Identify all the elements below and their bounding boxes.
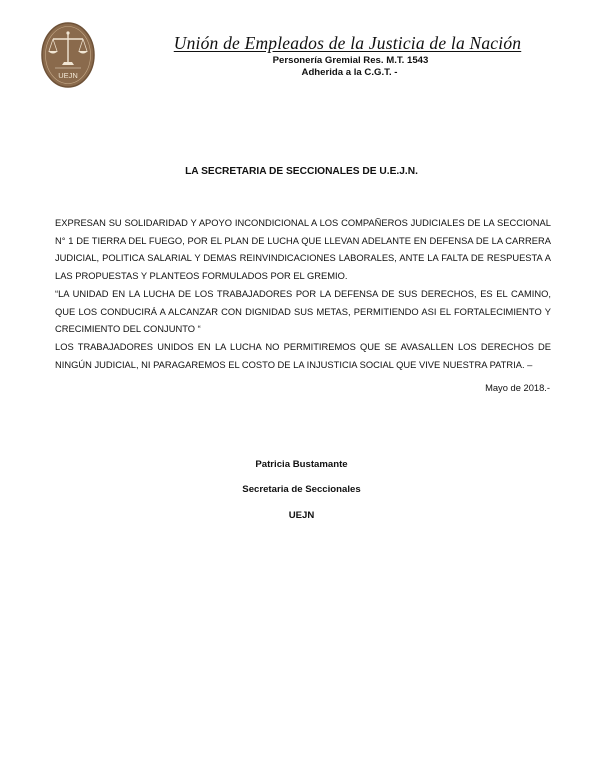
signature-role: Secretaria de Seccionales xyxy=(242,484,361,495)
org-name: Unión de Empleados de la Justicia de la Nación xyxy=(173,33,522,53)
signature-name: Patricia Bustamante xyxy=(255,459,348,470)
paragraph-quote: “LA UNIDAD EN LA LUCHA DE LOS TRABAJADORES POR LA DEFENSA DE SUS DERECHOS, ES EL CAMINO, QUE LOS CONDUCIRÁ A ALCANZAR CON DIGNIDAD SUS METAS, PERMITIENDO ASI EL FORTALECIMIENTO Y CRECIMIENTO DEL CONJUNTO “ xyxy=(55,289,551,335)
org-affiliation: Adherida a la C.G.T. - xyxy=(301,67,398,78)
paragraph-closing: LOS TRABAJADORES UNIDOS EN LA LUCHA NO PERMITIREMOS QUE SE AVASALLEN LOS DERECHOS DE NINGÚN JUDICIAL, NI PARAGAREMOS EL COSTO DE LA INJUSTICIA SOCIAL QUE VIVE NUESTRA PATRIA. – xyxy=(55,342,551,370)
org-registration: Personería Gremial Res. M.T. 1543 xyxy=(272,55,429,66)
document-title: LA SECRETARIA DE SECCIONALES DE U.E.J.N. xyxy=(185,166,418,177)
paragraph-solidarity: EXPRESAN SU SOLIDARIDAD Y APOYO INCONDICIONAL A LOS COMPAÑEROS JUDICIALES DE LA SECCIONAL N° 1 DE TIERRA DEL FUEGO, POR EL PLAN DE LUCHA QUE LLEVAN ADELANTE EN DEFENSA DE LA CARRERA JUDICIAL, POLITICA SALARIAL Y DEMAS REINVINDICACIONES LABORALES, ANTE LA FALTA DE RESPUESTA A LAS PROPUESTAS Y PLANTEOS FORMULADOS POR EL GREMIO. xyxy=(55,218,551,281)
logo-text: UEJN xyxy=(58,71,78,80)
document-date: Mayo de 2018.- xyxy=(485,383,550,393)
signature-org: UEJN xyxy=(288,510,315,521)
